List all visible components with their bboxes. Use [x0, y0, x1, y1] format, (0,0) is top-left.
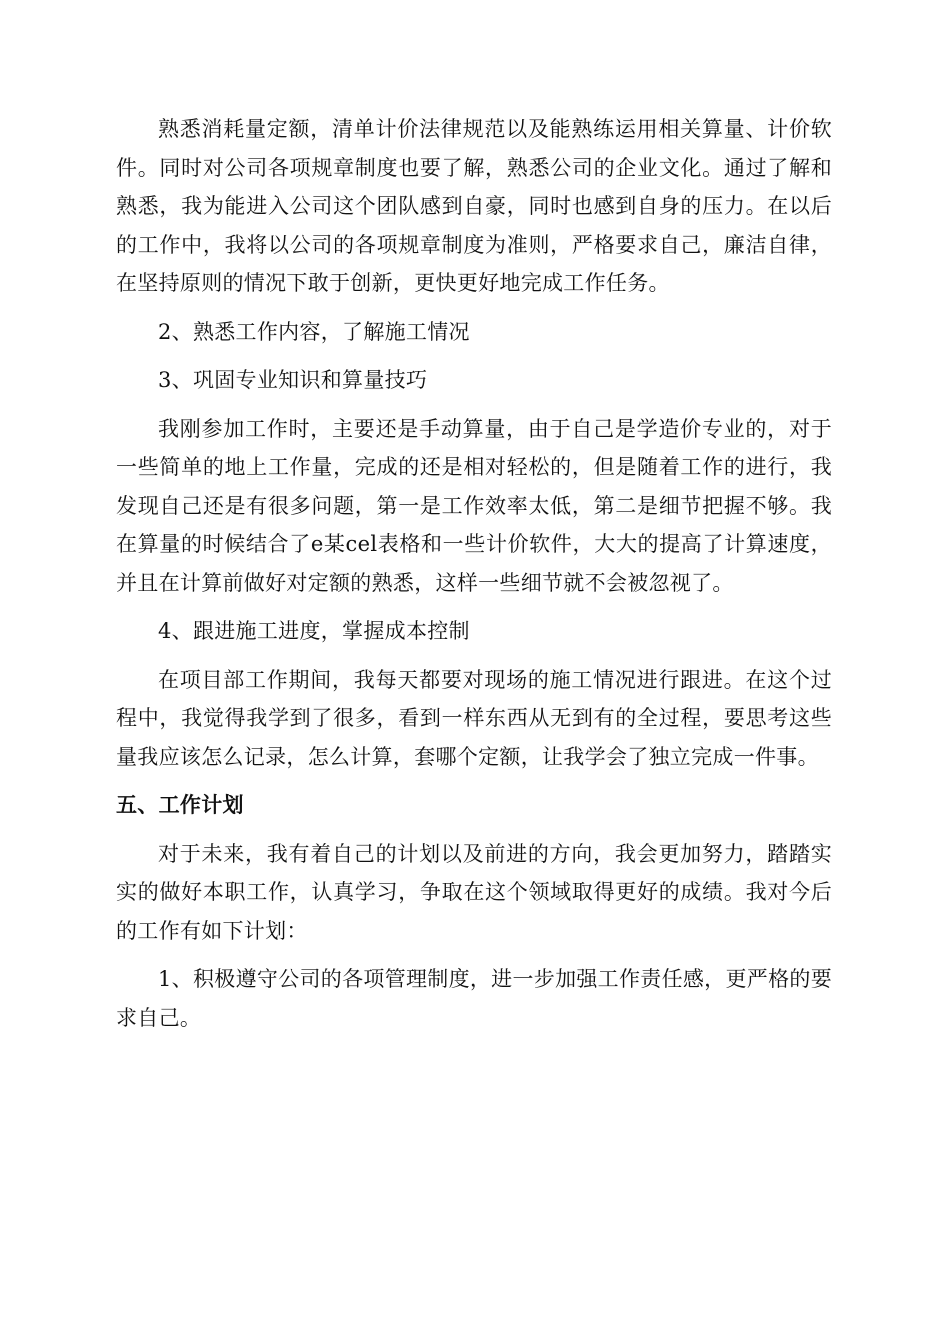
list-item-professional-knowledge: 3、巩固专业知识和算量技巧 — [158, 368, 428, 392]
paragraph-familiarize-rules: 熟悉消耗量定额，清单计价法律规范以及能熟练运用相关算量、计价软件。同时对公司各项规章制度也要了解，熟悉公司的企业文化。通过了解和熟悉，我为能进入公司这个团队感到自豪，同时也感到自身的压力。在以后的工作中，我将以公司的各项规章制度为准则，严格要求自己，廉洁自律，在坚持原则的情况下敢于创新，更快更好地完成工作任务。 — [116, 117, 832, 295]
plan-item-comply-rules: 1、积极遵守公司的各项管理制度，进一步加强工作责任感，更严格的要求自己。 — [116, 967, 832, 1030]
document-page — [116, 110, 832, 1047]
paragraph-future-plan: 对于未来，我有着自己的计划以及前进的方向，我会更加努力，踏踏实实的做好本职工作，认真学习，争取在这个领域取得更好的成绩。我对今后的工作有如下计划： — [116, 841, 832, 943]
list-item-construction-progress: 4、跟进施工进度，掌握成本控制 — [158, 619, 470, 643]
list-item-work-content: 2、熟悉工作内容，了解施工情况 — [158, 319, 470, 344]
paragraph-manual-calculation: 我刚参加工作时，主要还是手动算量，由于自己是学造价专业的，对于一些简单的地上工作量，完成的还是相对轻松的，但是随着工作的进行，我发现自己还是有很多问题，第一是工作效率太低，第二是细节把握不够。我在算量的时候结合了e某cel表格和一些计价软件，大大的提高了计算速度，并且在计算前做好对定额的熟悉，这样一些细节就不会被忽视了。 — [116, 416, 832, 595]
paragraph-project-department: 在项目部工作期间，我每天都要对现场的施工情况进行跟进。在这个过程中，我觉得我学到了很多，看到一样东西从无到有的全过程，要思考这些量我应该怎么记录，怎么计算，套哪个定额，让我学会了独立完成一件事。 — [116, 667, 832, 769]
section-heading-work-plan: 五、工作计划 — [116, 793, 244, 817]
